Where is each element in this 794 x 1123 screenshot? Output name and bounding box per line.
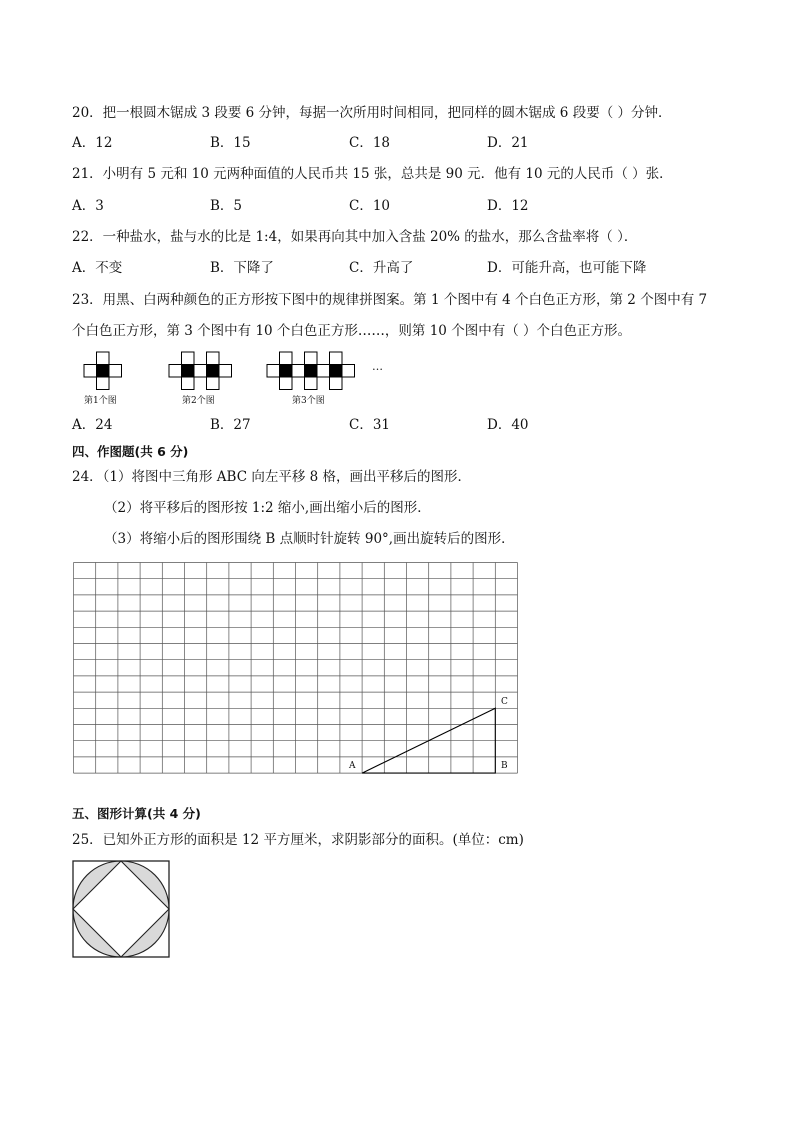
black-square xyxy=(97,365,110,378)
white-square xyxy=(182,352,195,365)
q20-option-a: A．12 xyxy=(72,135,113,151)
q21-option-c: C．10 xyxy=(349,198,391,214)
q23-option-d: D．40 xyxy=(487,417,529,433)
point-b-label: B xyxy=(501,761,508,771)
white-square xyxy=(342,365,355,378)
black-square xyxy=(182,365,195,378)
black-square xyxy=(305,365,318,378)
grid-figure xyxy=(73,562,519,776)
white-square xyxy=(207,352,220,365)
section-5-title: 五、图形计算(共 4 分) xyxy=(72,806,201,821)
white-square xyxy=(109,365,122,378)
q20-stem: 20．把一根圆木锯成 3 段要 6 分钟，每据一次所用时间相同，把同样的圆木锯成 6 段要（ ）分钟． xyxy=(72,105,672,121)
figure-2-label: 第2个图 xyxy=(182,396,215,406)
point-c-label: C xyxy=(501,697,508,707)
white-square xyxy=(280,352,293,365)
point-a-label: A xyxy=(349,761,356,771)
white-square xyxy=(305,352,318,365)
grid-lines xyxy=(74,563,518,774)
q24-line3: （3）将缩小后的图形围绕 B 点顺时针旋转 90°,画出旋转后的图形． xyxy=(104,531,515,547)
white-square xyxy=(317,365,330,378)
figure-1-label: 第1个图 xyxy=(84,396,117,406)
white-square xyxy=(97,377,110,390)
white-square xyxy=(292,365,305,378)
q20-option-c: C．18 xyxy=(349,135,391,151)
white-square xyxy=(219,365,232,378)
q22-option-a: A．不变 xyxy=(72,260,123,276)
black-square xyxy=(330,365,343,378)
q24-line1: 24．（1）将图中三角形 ABC 向左平移 8 格，画出平移后的图形． xyxy=(72,469,472,485)
pattern-figure-3 xyxy=(267,352,355,390)
square-circle-figure xyxy=(72,860,170,958)
q21-stem: 21．小明有 5 元和 10 元两种面值的人民币共 15 张，总共是 90 元．他有 10 元的人民币（ ）张． xyxy=(72,166,673,182)
white-square xyxy=(207,377,220,390)
q22-option-c: C．升高了 xyxy=(349,260,414,276)
pattern-figures xyxy=(0,0,794,420)
white-square xyxy=(305,377,318,390)
white-square xyxy=(280,377,293,390)
white-square xyxy=(267,365,280,378)
section-4-title: 四、作图题(共 6 分) xyxy=(72,444,189,459)
white-square xyxy=(169,365,182,378)
q21-option-b: B．5 xyxy=(210,198,243,214)
white-square xyxy=(330,377,343,390)
q22-option-d: D．可能升高，也可能下降 xyxy=(487,260,647,276)
black-square xyxy=(207,365,220,378)
pattern-figure-2 xyxy=(169,352,232,390)
q22-stem: 22．一种盐水，盐与水的比是 1:4，如果再向其中加入含盐 20% 的盐水，那么含盐率将（ ）． xyxy=(72,229,638,245)
pattern-figure-1 xyxy=(84,352,122,390)
q22-option-b: B．下降了 xyxy=(210,260,274,276)
white-square xyxy=(194,365,207,378)
q20-option-b: B．15 xyxy=(210,135,251,151)
q25-stem: 25．已知外正方形的面积是 12 平方厘米，求阴影部分的面积。(单位：cm) xyxy=(72,832,524,848)
white-square xyxy=(84,365,97,378)
q23-option-c: C．31 xyxy=(349,417,391,433)
figure-3-label: 第3个图 xyxy=(292,396,325,406)
q23-stem-line2: 个白色正方形，第 3 个图中有 10 个白色正方形……，则第 10 个图中有（ ）个白色正方形。 xyxy=(72,323,631,339)
q20-option-d: D．21 xyxy=(487,135,529,151)
q21-option-a: A．3 xyxy=(72,198,104,214)
q23-stem-line1: 23．用黑、白两种颜色的正方形按下图中的规律拼图案。第 1 个图中有 4 个白色正方形，第 2 个图中有 7 xyxy=(72,292,708,308)
white-square xyxy=(182,377,195,390)
black-square xyxy=(280,365,293,378)
white-square xyxy=(330,352,343,365)
q23-option-b: B．27 xyxy=(210,417,251,433)
q23-option-a: A．24 xyxy=(72,417,113,433)
q24-line2: （2）将平移后的图形按 1:2 缩小,画出缩小后的图形． xyxy=(104,500,431,516)
white-square xyxy=(97,352,110,365)
pattern-ellipsis: … xyxy=(372,360,383,373)
q21-option-d: D．12 xyxy=(487,198,529,214)
